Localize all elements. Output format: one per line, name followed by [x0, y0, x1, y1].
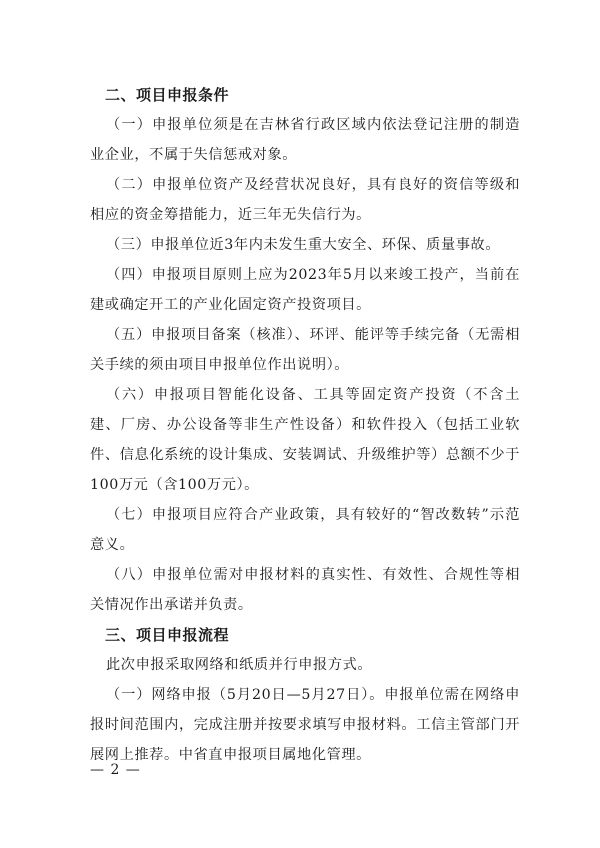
section-application-conditions — [90, 80, 520, 620]
section-application-process — [90, 620, 520, 770]
section-heading: 三、项目申报流程 — [105, 626, 230, 644]
paragraph: 此次申报采取网络和纸质并行申报方式。 — [106, 657, 373, 673]
paragraph: （四）申报项目原则上应为2023年5月以来竣工投产，当前在建或确定开工的产业化固定资产投资项目。 — [90, 267, 520, 313]
paragraph: （五）申报项目备案（核准）、环评、能评等手续完备（无需相关手续的须由项目申报单位作出说明）。 — [90, 327, 520, 373]
section-heading: 二、项目申报条件 — [105, 86, 230, 104]
document-body — [90, 80, 520, 770]
paragraph: （一）申报单位须是在吉林省行政区域内依法登记注册的制造业企业，不属于失信惩戒对象。 — [90, 117, 520, 163]
paragraph: （七）申报项目应符合产业政策，具有较好的“智改数转”示范意义。 — [90, 507, 520, 553]
page-number: — 2 — — [90, 762, 141, 778]
paragraph: （六）申报项目智能化设备、工具等固定资产投资（不含土建、厂房、办公设备等非生产性设备）和软件投入（包括工业软件、信息化系统的设计集成、安装调试、升级维护等）总额不少于100万元（含100万元）。 — [90, 387, 520, 493]
paragraph: （二）申报单位资产及经营状况良好，具有良好的资信等级和相应的资金筹措能力，近三年无失信行为。 — [90, 177, 520, 223]
paragraph: （三）申报单位近3年内未发生重大安全、环保、质量事故。 — [106, 237, 501, 253]
paragraph: （一）网络申报（5月20日—5月27日）。申报单位需在网络申报时间范围内，完成注册并按要求填写申报材料。工信主管部门开展网上推荐。中省直申报项目属地化管理。 — [90, 687, 520, 763]
paragraph: （八）申报单位需对申报材料的真实性、有效性、合规性等相关情况作出承诺并负责。 — [90, 567, 520, 613]
